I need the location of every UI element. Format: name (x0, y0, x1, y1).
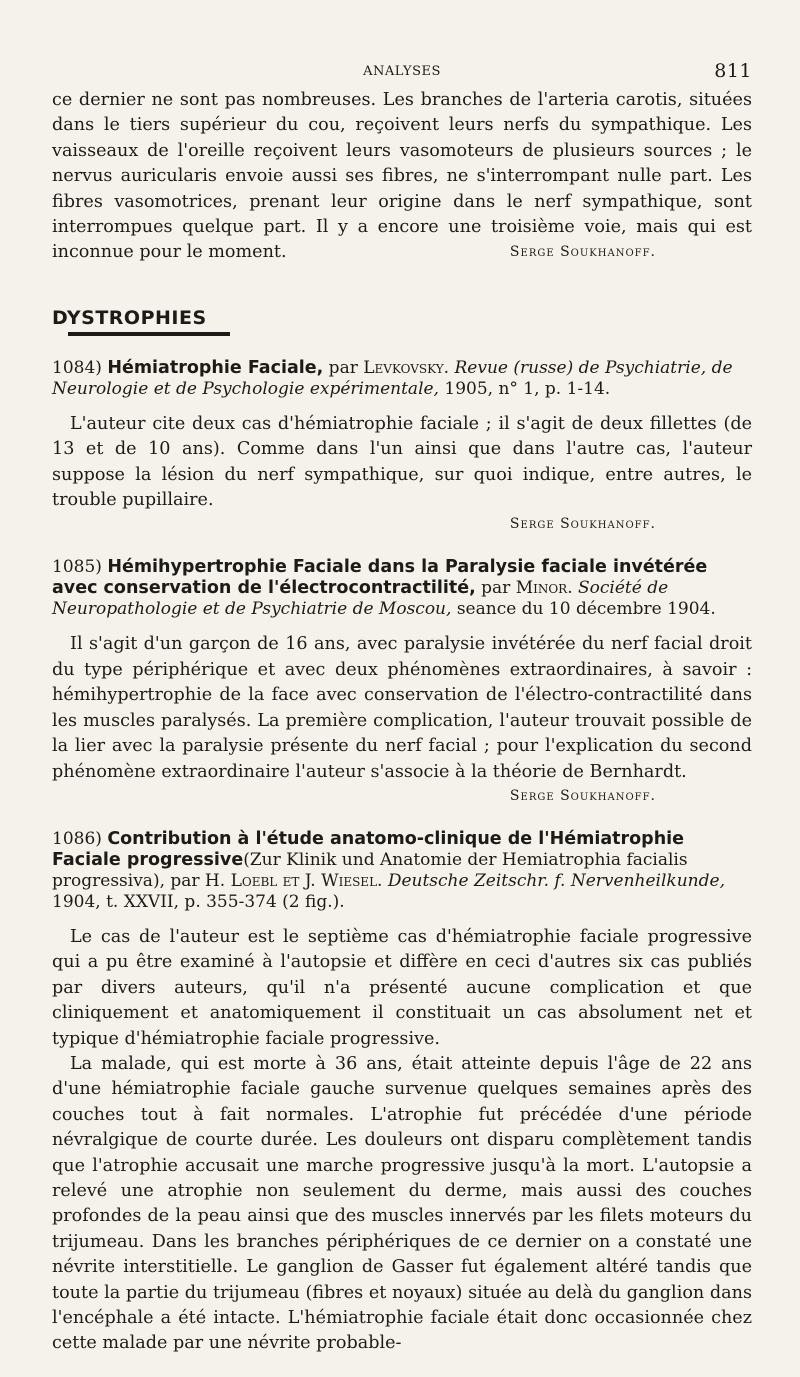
entry-1085-signature: Serge Soukhanoff. (509, 787, 656, 804)
entry-source: Société de Neuropathologie et de Psychiatrie de Moscou, (52, 578, 669, 620)
entry-details: 1904, t. XXVII, p. 355-374 (2 fig.). (52, 891, 345, 912)
entry-author: Minor. (515, 578, 573, 599)
entry-author: Levkovsky. (363, 357, 450, 378)
running-head (52, 58, 752, 88)
entry-number: 1086) (52, 828, 102, 849)
entry-1084-signature: Serge Soukhanoff. (509, 516, 656, 533)
entry-1086-heading (52, 829, 752, 913)
entry-source: Deutsche Zeitschr. f. Nervenheilkunde, (382, 870, 725, 891)
entry-title: Hémiatrophie Faciale, (107, 357, 324, 378)
entry-details: 1905, n° 1, p. 1-14. (438, 378, 611, 399)
entry-1084-paragraph: L'auteur cite deux cas d'hémiatrophie faciale ; il s'agit de deux fillettes (de 13 et de 10 ans). Comme dans l'un ainsi que dans l'autre cas, l'auteur suppose la lésion du nerf sympathique, sur quoi indique, entre autres, le trouble pupillaire. (52, 413, 752, 511)
entry-source: Revue (russe) de Psychiatrie, de Neurologie et de Psychologie expérimentale, (52, 357, 733, 399)
section-title: DYSTROPHIES (52, 306, 207, 329)
entry-details: seance du 10 décembre 1904. (451, 599, 716, 620)
entry-1086-paragraph-1: Le cas de l'auteur est le septième cas d'hémiatrophie faciale progressive qui a pu être examiné à l'autopsie et diffère en ceci d'autres six cas publiés par divers auteurs, qu'il n'a présenté aucune complication et que cliniquement et anatomiquement il constituait un cas absolument net et typique d'hémiatrophie faciale progressive. (52, 926, 752, 1049)
entry-author: Loebl et J. Wiesel. (230, 870, 383, 891)
running-title: ANALYSES (363, 64, 441, 79)
entry-byline: (Zur Klinik und Anatomie der Hemiatrophia facialis progressiva), par H. (52, 849, 688, 891)
entry-1084-heading (52, 358, 752, 400)
entry-1086-paragraph-2: La malade, qui est morte à 36 ans, était atteinte depuis l'âge de 22 ans d'une hémiatrophie faciale gauche survenue quelques semaines après des couches tout à fait normales. L'atrophie fut précédée d'une période névralgique de courte durée. Les douleurs ont disparu complètement tandis que l'atrophie accusait une marche progressive jusqu'à la mort. L'autopsie a relevé une atrophie non seulement du derme, mais aussi des couches profondes de la peau ainsi que des muscles innervés par les filets moteurs du trijumeau. Dans les branches périphériques de ce dernier on a constaté une névrite interstitielle. Le ganglion de Gasser fut également altéré tandis que toute la partie du trijumeau (fibres et noyaux) située au delà du ganglion dans l'encéphale a été intacte. L'hémiatrophie faciale était donc occasionnée chez cette malade par une névrite probable- (52, 1053, 752, 1354)
entry-byline: par (323, 357, 364, 378)
intro-paragraph: ce dernier ne sont pas nombreuses. Les branches de l'arteria carotis, situées dans le tiers supérieur du cou, reçoivent leurs nerfs du sympathique. Les vaisseaux de l'oreille reçoivent leurs vasomoteurs de plusieurs sources ; le nervus auricularis envoie aussi ses fibres, ne s'interrompant nulle part. Les fibres vasomotrices, prenant leur origine dans le nerf sympathique, sont interrompues quelque part. Il y a encore une troisième voie, mais qui est inconnue pour le moment. (52, 90, 752, 263)
entry-byline: par (475, 578, 516, 599)
entry-1085-heading (52, 557, 752, 620)
entry-number: 1085) (52, 557, 102, 578)
section-rule (68, 332, 230, 336)
entry-title: Hémihypertrophie Faciale dans la Paralysie faciale invétérée avec conservation de l'électrocontractilité, (52, 557, 708, 599)
page-number: 811 (714, 60, 752, 82)
intro-signature: Serge Soukhanoff. (509, 243, 656, 260)
entry-number: 1084) (52, 357, 102, 378)
entry-title: Contribution à l'étude anatomo-clinique de l'Hémiatrophie Faciale progressive (52, 828, 685, 870)
entry-1085-paragraph: Il s'agit d'un garçon de 16 ans, avec paralysie invétérée du nerf facial droit du type périphérique et avec deux phénomènes extraordinaires, à savoir : hémihypertrophie de la face avec conservation de l'électro-contractilité dans les muscles paralysés. La première complication, l'auteur trouvait possible de la lier avec la paralysie présente du nerf facial ; pour l'explication du second phénomène extraordinaire l'auteur s'associe à la théorie de Bernhardt. (52, 634, 752, 782)
